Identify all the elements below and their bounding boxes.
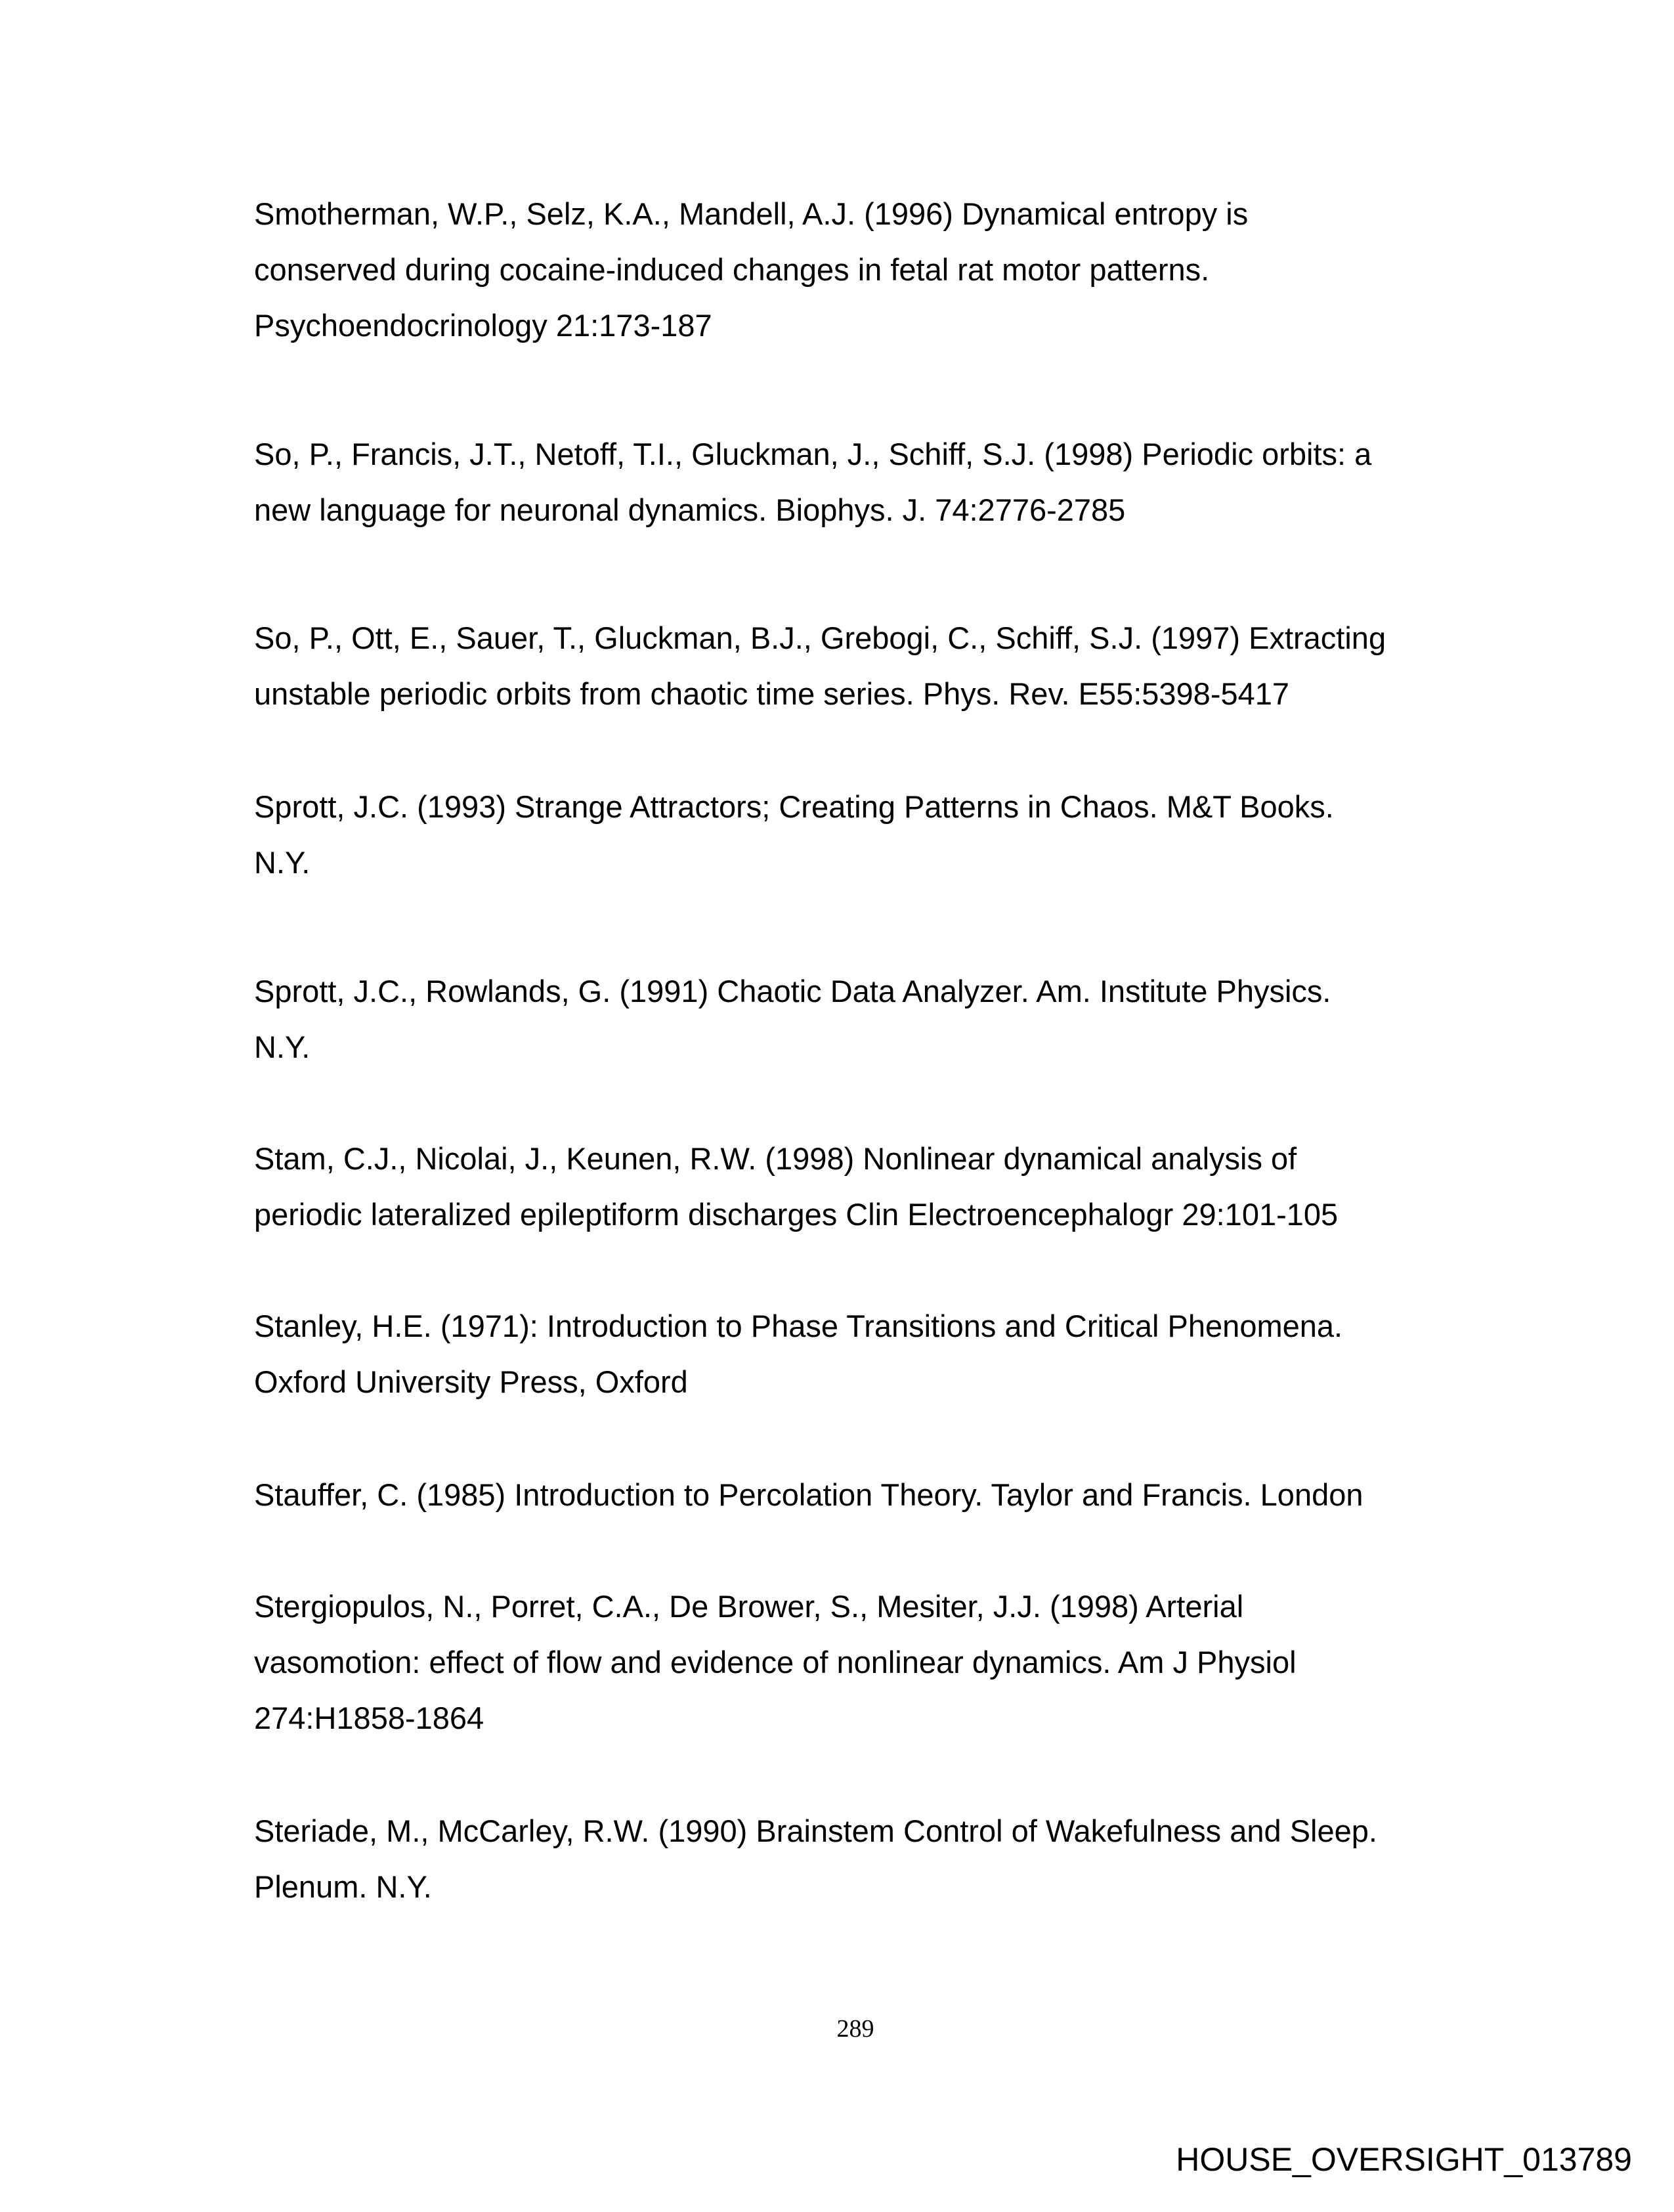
reference-entry: [254, 779, 1567, 890]
reference-entry: [254, 1131, 1567, 1242]
reference-line: Stauffer, C. (1985) Introduction to Percolation Theory. Taylor and Francis. London: [254, 1477, 1363, 1512]
reference-line: Smotherman, W.P., Selz, K.A., Mandell, A.J. (1996) Dynamical entropy is: [254, 196, 1249, 231]
reference-line: Oxford University Press, Oxford: [254, 1364, 688, 1399]
reference-line: Sprott, J.C. (1993) Strange Attractors; Creating Patterns in Chaos. M&T Books.: [254, 789, 1334, 824]
reference-line: unstable periodic orbits from chaotic time series. Phys. Rev. E55:5398-5417: [254, 676, 1290, 711]
reference-entry: [254, 1578, 1567, 1746]
reference-line: Plenum. N.Y.: [254, 1869, 432, 1904]
reference-entry: [254, 1298, 1567, 1410]
reference-line: Psychoendocrinology 21:173-187: [254, 308, 712, 343]
reference-entry: [254, 1803, 1567, 1915]
reference-line: conserved during cocaine-induced changes in fetal rat motor patterns.: [254, 252, 1210, 287]
reference-line: vasomotion: effect of flow and evidence of nonlinear dynamics. Am J Physiol: [254, 1645, 1297, 1680]
reference-line: periodic lateralized epileptiform discharges Clin Electroencephalogr 29:101-105: [254, 1197, 1339, 1232]
reference-line: N.Y.: [254, 845, 311, 880]
reference-entry: [254, 610, 1567, 722]
reference-line: N.Y.: [254, 1030, 311, 1064]
reference-entry: [254, 963, 1567, 1075]
reference-line: Stergiopulos, N., Porret, C.A., De Brower, S., Mesiter, J.J. (1998) Arterial: [254, 1589, 1244, 1624]
reference-line: Stanley, H.E. (1971): Introduction to Phase Transitions and Critical Phenomena.: [254, 1309, 1343, 1343]
bates-stamp: HOUSE_OVERSIGHT_013789: [1176, 2141, 1632, 2178]
reference-line: Sprott, J.C., Rowlands, G. (1991) Chaotic Data Analyzer. Am. Institute Physics.: [254, 974, 1331, 1008]
reference-line: So, P., Francis, J.T., Netoff, T.I., Gluckman, J., Schiff, S.J. (1998) Periodic orbits: a: [254, 437, 1372, 471]
page-number: 289: [836, 2015, 874, 2043]
reference-line: Stam, C.J., Nicolai, J., Keunen, R.W. (1998) Nonlinear dynamical analysis of: [254, 1141, 1297, 1176]
reference-line: So, P., Ott, E., Sauer, T., Gluckman, B.J., Grebogi, C., Schiff, S.J. (1997) Extracting: [254, 620, 1386, 655]
reference-line: new language for neuronal dynamics. Biophys. J. 74:2776-2785: [254, 492, 1126, 527]
reference-entry: [254, 426, 1567, 538]
reference-entry: [254, 186, 1567, 353]
reference-line: 274:H1858-1864: [254, 1701, 484, 1735]
reference-entry: [254, 1467, 1567, 1523]
reference-line: Steriade, M., McCarley, R.W. (1990) Brainstem Control of Wakefulness and Sleep.: [254, 1813, 1377, 1848]
